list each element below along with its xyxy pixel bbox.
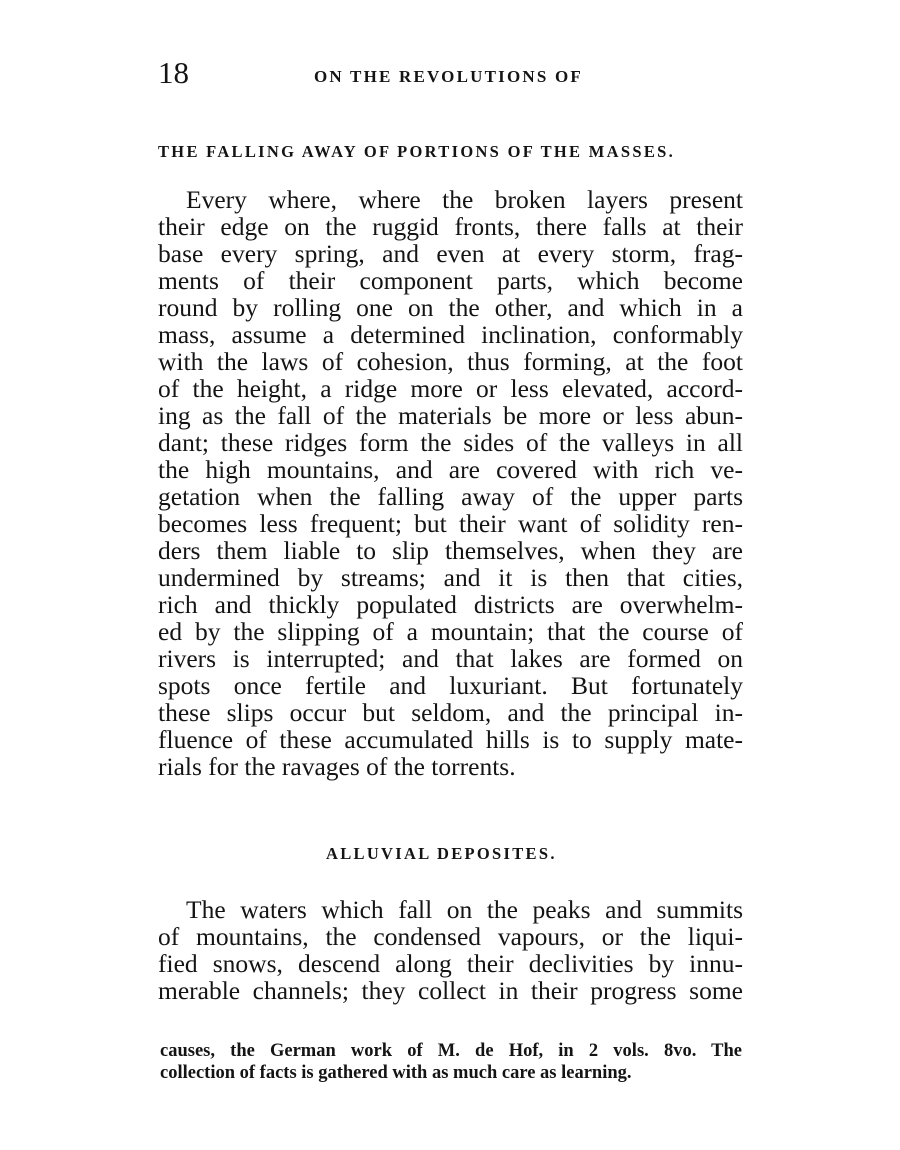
text-line: of mountains, the condensed vapours, or the liqui- xyxy=(158,922,743,951)
text-line: fluence of these accumulated hills is to supply mate- xyxy=(158,725,743,754)
text-line: the high mountains, and are covered with rich ve- xyxy=(158,455,743,484)
text-line: mass, assume a determined inclination, conformably xyxy=(158,320,743,349)
paragraph-falling-away xyxy=(158,186,743,780)
text-line: spots once fertile and luxuriant. But fortunately xyxy=(158,671,743,700)
paragraph-alluvial-deposites xyxy=(158,896,743,1004)
text-line: of the height, a ridge more or less elevated, accord- xyxy=(158,374,743,403)
text-line: merable channels; they collect in their progress some xyxy=(158,976,743,1005)
text-line: these slips occur but seldom, and the principal in- xyxy=(158,698,743,727)
section-heading-falling-away: THE FALLING AWAY OF PORTIONS OF THE MASSES. xyxy=(158,142,676,161)
text-line: rivers is interrupted; and that lakes are formed on xyxy=(158,644,743,673)
text-line: ing as the fall of the materials be more or less abun- xyxy=(158,401,743,430)
text-line: their edge on the ruggid fronts, there falls at their xyxy=(158,212,743,241)
text-line: becomes less frequent; but their want of solidity ren- xyxy=(158,509,743,538)
text-line: undermined by streams; and it is then that cities, xyxy=(158,563,743,592)
text-line: base every spring, and even at every storm, frag- xyxy=(158,239,743,268)
footnote-line: collection of facts is gathered with as much care as learning. xyxy=(160,1063,632,1083)
text-line: fied snows, descend along their declivities by innu- xyxy=(158,949,743,978)
running-head xyxy=(158,56,740,96)
text-line: round by rolling one on the other, and which in a xyxy=(158,293,743,322)
text-line: rich and thickly populated districts are overwhelm- xyxy=(158,590,743,619)
text-line: Every where, where the broken layers present xyxy=(186,185,743,214)
text-line: getation when the falling away of the upper parts xyxy=(158,482,743,511)
footnote-line: causes, the German work of M. de Hof, in 2 vols. 8vo. The xyxy=(160,1041,742,1061)
text-line: The waters which fall on the peaks and summits xyxy=(186,895,743,924)
text-line: dant; these ridges form the sides of the valleys in all xyxy=(158,428,743,457)
running-title: ON THE REVOLUTIONS OF xyxy=(314,67,583,86)
footnote xyxy=(160,1040,742,1084)
text-line: ders them liable to slip themselves, when they are xyxy=(158,536,743,565)
text-line: rials for the ravages of the torrents. xyxy=(158,752,516,781)
text-line: ments of their component parts, which become xyxy=(158,266,743,295)
text-line: with the laws of cohesion, thus forming, at the foot xyxy=(158,347,743,376)
text-line: ed by the slipping of a mountain; that the course of xyxy=(158,617,743,646)
section-heading-alluvial-deposites: ALLUVIAL DEPOSITES. xyxy=(326,844,557,863)
page-number: 18 xyxy=(158,55,189,90)
